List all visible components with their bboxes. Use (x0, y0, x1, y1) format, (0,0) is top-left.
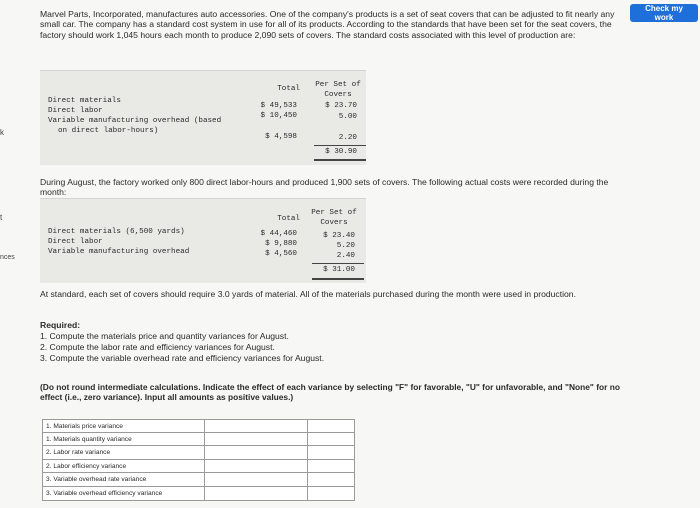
amount-input[interactable] (204, 487, 307, 501)
row-label: 3. Variable overhead rate variance (42, 473, 204, 487)
required-item-2: 2. Compute the labor rate and efficiency variances for August. (40, 342, 275, 352)
effect-select[interactable] (307, 473, 355, 487)
effect-select[interactable] (307, 419, 355, 433)
row-label: 3. Variable overhead efficiency variance (42, 487, 204, 501)
standard-row-label: Direct labor (48, 107, 103, 115)
table-row (42, 446, 355, 460)
table-row (42, 473, 355, 487)
amount-input[interactable] (204, 446, 307, 460)
table-row (42, 419, 355, 433)
required-item-3: 3. Compute the variable overhead rate and efficiency variances for August. (40, 353, 325, 363)
standard-total-line (314, 159, 366, 161)
standard-row-label: Variable manufacturing overhead (based (48, 117, 222, 125)
edge-fragment-3: nces (0, 254, 15, 261)
standard-row-total: $ 49,533 (260, 102, 297, 110)
table-row (42, 460, 355, 474)
edge-fragment-1: k (0, 128, 4, 137)
required-heading: Required: (40, 320, 81, 330)
instruction-text: (Do not round intermediate calculations. Indicate the effect of each variance by selecting "F" for favorable, "U" for unfavorable, and "None" for no effect (i.e., zero variance). Input all amounts as positive values.) (40, 382, 620, 403)
amount-input[interactable] (204, 460, 307, 474)
effect-select[interactable] (307, 487, 355, 501)
row-label: 1. Materials quantity variance (42, 433, 204, 447)
amount-input[interactable] (204, 473, 307, 487)
standard-row-per-set: 2.20 (338, 134, 357, 142)
check-my-work-button[interactable]: Check my work (630, 4, 698, 22)
standard-col-total: Total (277, 85, 300, 93)
actual-row-per-set: 2.40 (336, 252, 355, 260)
actual-total-line (312, 278, 364, 280)
actual-row-label: Variable manufacturing overhead (48, 248, 190, 256)
row-label: 2. Labor rate variance (42, 446, 204, 460)
row-label: 2. Labor efficiency variance (42, 460, 204, 474)
standard-cost-table (40, 70, 366, 165)
standard-row-per-set: 5.00 (338, 113, 357, 121)
actual-cost-table (40, 198, 366, 283)
actual-row-total: $ 44,460 (260, 230, 297, 238)
amount-input[interactable] (204, 419, 307, 433)
standard-row-per-set: $ 23.70 (325, 102, 357, 110)
standard-row-label: Direct materials (48, 97, 121, 105)
actual-sum-per-set: $ 31.00 (323, 266, 355, 274)
standard-row-total: $ 4,598 (265, 133, 297, 141)
actual-row-total: $ 9,880 (265, 240, 297, 248)
edge-fragment-2: t (0, 213, 3, 222)
actual-row-per-set: $ 23.40 (323, 232, 355, 240)
actual-row-label: Direct materials (6,500 yards) (48, 228, 185, 236)
standard-col-per-set: Per Set of Covers (315, 81, 361, 99)
actual-row-total: $ 4,560 (265, 250, 297, 258)
standard-sum-per-set: $ 30.90 (325, 148, 357, 156)
row-label: 1. Materials price variance (42, 419, 204, 433)
actual-subtotal-line (312, 263, 364, 264)
standard-row-label-cont: on direct labor-hours) (58, 127, 159, 135)
actual-col-per-set: Per Set of Covers (311, 209, 357, 227)
standard-requirement-text: At standard, each set of covers should require 3.0 yards of material. All of the materials purchased during the month were used in production. (40, 289, 576, 299)
effect-select[interactable] (307, 446, 355, 460)
variance-answer-table (42, 419, 355, 501)
actual-row-label: Direct labor (48, 238, 103, 246)
standard-subtotal-line (314, 145, 366, 146)
actual-col-total: Total (277, 215, 300, 223)
table-row (42, 487, 355, 501)
required-item-1: 1. Compute the materials price and quantity variances for August. (40, 331, 289, 341)
table-row (42, 433, 355, 447)
amount-input[interactable] (204, 433, 307, 447)
standard-row-total: $ 10,450 (260, 112, 297, 120)
effect-select[interactable] (307, 460, 355, 474)
intro-text: Marvel Parts, Incorporated, manufactures auto accessories. One of the company's products is a set of seat covers that can be adjusted to fit nearly any small car. The company has a standard cost system in use for all of its products. According to the standards that have been set for the seat covers, the factory should work 1,045 hours each month to produce 2,090 sets of covers. The standard costs associated with this level of production are: (40, 9, 615, 40)
effect-select[interactable] (307, 433, 355, 447)
actual-row-per-set: 5.20 (336, 242, 355, 250)
august-text: During August, the factory worked only 800 direct labor-hours and produced 1,900 sets of covers. The following actual costs were recorded during the month: (40, 177, 609, 198)
